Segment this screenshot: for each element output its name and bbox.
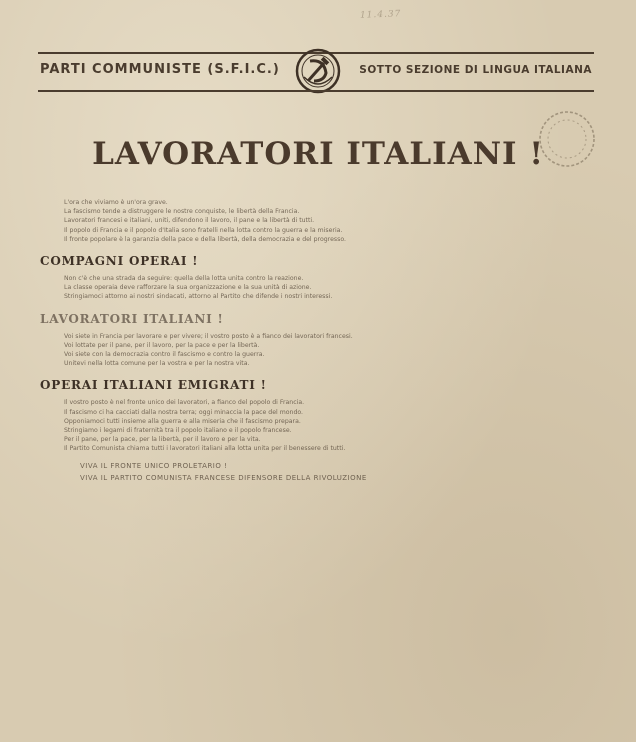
header-bottom-rule (38, 90, 594, 92)
hammer-sickle-emblem-icon (294, 47, 342, 95)
section-line: La classe operaia deve rafforzare la sua organizzazione e la sua unità di azione. (64, 284, 312, 292)
section-line: Stringiamoci attorno ai nostri sindacati, attorno al Partito che difende i nostri interessi. (64, 293, 333, 301)
section-line: Opponiamoci tutti insieme alla guerra e alla miseria che il fascismo prepara. (64, 417, 301, 425)
section-line: Voi lottate per il pane, per il lavoro, per la pace e per la libertà. (64, 341, 260, 349)
section-line: Non c'è che una strada da seguire: quella della lotta unita contro la reazione. (64, 275, 304, 283)
section-line: Voi siete in Francia per lavorare e per vivere; il vostro posto è a fianco dei lavoratori francesi. (64, 332, 353, 340)
closing-line: VIVA IL FRONTE UNICO PROLETARIO ! (80, 461, 228, 470)
section-compagni-operai (40, 254, 596, 302)
intro-line: L'ora che viviamo è un'ora grave. (64, 199, 168, 206)
section-line: Per il pane, per la pace, per la libertà, per il lavoro e per la vita. (64, 436, 261, 444)
closing-slogans (40, 460, 596, 484)
leaflet-body (40, 198, 596, 484)
section-heading: OPERAI ITALIANI EMIGRATI ! (40, 378, 267, 393)
section-operai-italiani-emigrati (40, 378, 596, 453)
section-lavoratori-italiani (40, 312, 596, 369)
section-heading: COMPAGNI OPERAI ! (40, 254, 199, 269)
leaflet-title: LAVORATORI ITALIANI ! (92, 136, 544, 172)
section-line: Stringiamo i legami di fraternità tra il popolo italiano e il popolo francese. (64, 427, 292, 435)
pencil-note: 11.4.37 (359, 9, 402, 21)
section-line: Il vostro posto è nel fronte unico dei lavoratori, a fianco del popolo di Francia. (64, 399, 305, 407)
intro-line: La fascismo tende a distruggere le nostre conquiste, le libertà della Francia. (64, 208, 300, 216)
section-line: Voi siete con la democrazia contro il fascismo e contro la guerra. (64, 351, 265, 359)
intro-line: Il popolo di Francia e il popolo d'Italia sono fratelli nella lotta contro la guerra e la miseria. (64, 226, 343, 234)
closing-line: VIVA IL PARTITO COMUNISTA FRANCESE DIFENSORE DELLA RIVOLUZIONE (80, 473, 367, 482)
section-line: Il Partito Comunista chiama tutti i lavoratori italiani alla lotta unita per il benessere di tutti. (64, 445, 346, 453)
intro-paragraphs (40, 198, 596, 244)
intro-line: Il fronte popolare è la garanzia della pace e della libertà, della democrazia e del progresso. (64, 235, 346, 243)
section-heading: LAVORATORI ITALIANI ! (40, 311, 224, 326)
party-name: PARTI COMMUNISTE (S.F.I.C.) (40, 62, 280, 77)
section-line: Unitevi nella lotta comune per la vostra e per la nostra vita. (64, 360, 250, 368)
section-name: SOTTO SEZIONE DI LINGUA ITALIANA (359, 64, 592, 76)
section-line: Il fascismo ci ha cacciati dalla nostra terra; oggi minaccia la pace del mondo. (64, 408, 304, 416)
intro-line: Lavoratori francesi e italiani, uniti, difendono il lavoro, il pane e la libertà di tutti. (64, 217, 315, 225)
